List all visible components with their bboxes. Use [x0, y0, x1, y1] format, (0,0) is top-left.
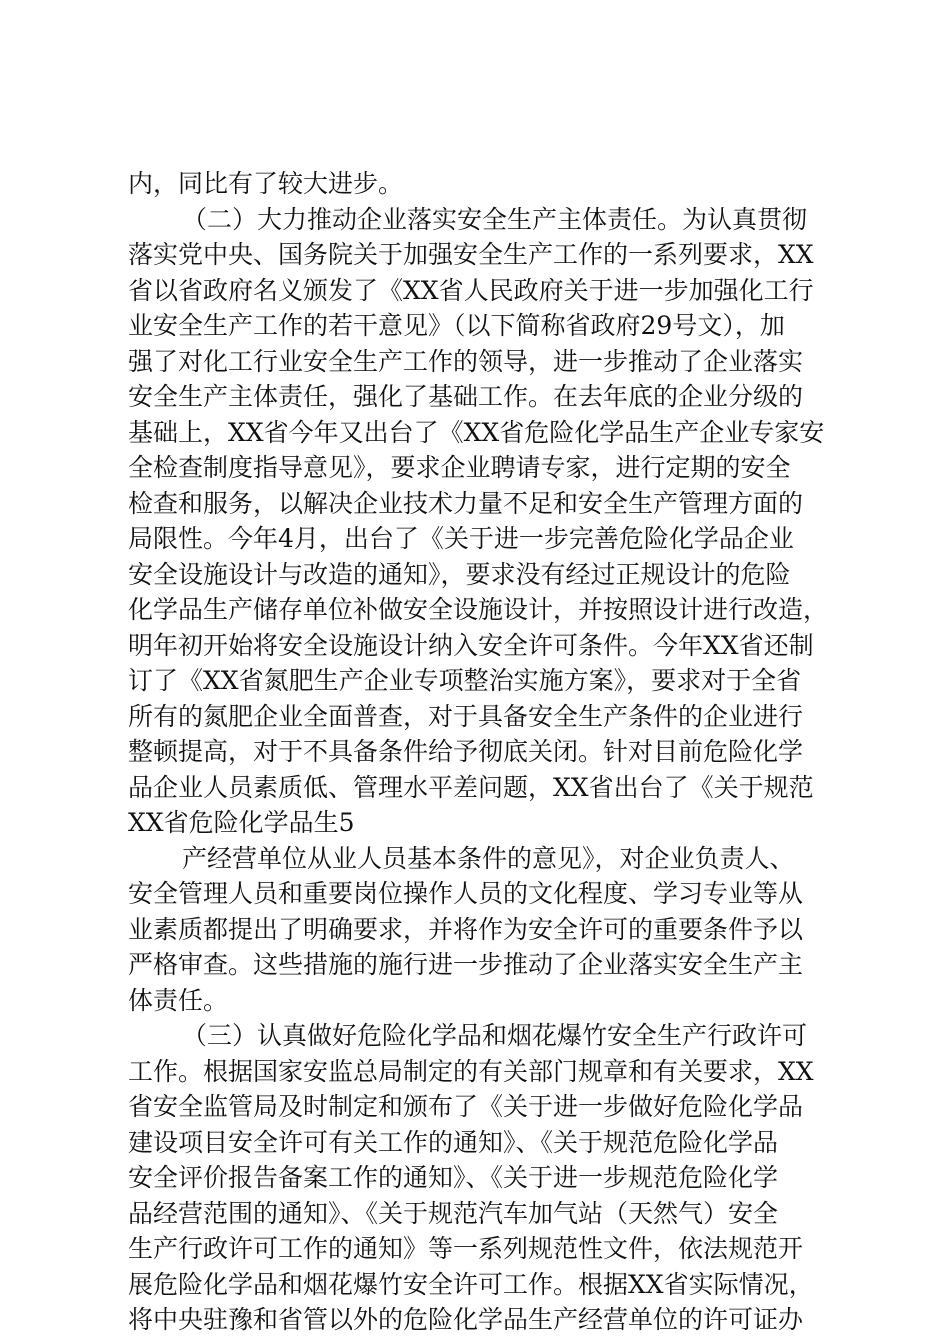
text-line: 检查和服务，以解决企业技术力量不足和安全生产管理方面的: [128, 488, 804, 518]
text-line: 强了对化工行业安全生产工作的领导，进一步推动了企业落实: [128, 346, 804, 376]
text-line: 品经营范围的通知》、《关于规范汽车加气站（天然气）安全: [128, 1198, 779, 1228]
text-line: 生产行政许可工作的通知》等一系列规范性文件，依法规范开: [128, 1234, 804, 1263]
text-line: 安全设施设计与改造的通知》，要求没有经过正规设计的危险: [128, 559, 791, 589]
text-line: 业素质都提出了明确要求，并将作为安全许可的重要条件予以: [128, 914, 804, 944]
text-line: 安全管理人员和重要岗位操作人员的文化程度、学习专业等从: [128, 879, 804, 908]
text-line: 内，同比有了较大进步。: [128, 169, 404, 198]
text-line: 整顿提高，对于不具备条件给予彻底关闭。针对目前危险化学: [128, 737, 804, 766]
text-line: 全检查制度指导意见》，要求企业聘请专家，进行定期的安全: [128, 453, 791, 482]
text-line: 安全生产主体责任，强化了基础工作。在去年底的企业分级的: [128, 382, 804, 411]
text-line: XX省危险化学品生5: [128, 808, 355, 837]
text-line: 严格审查。这些措施的施行进一步推动了企业落实安全生产主: [128, 950, 804, 979]
text-line: 省安全监管局及时制定和颁布了《关于进一步做好危险化学品: [128, 1092, 804, 1121]
text-line: （二）大力推动企业落实安全生产主体责任。为认真贯彻: [182, 204, 808, 234]
text-line: 落实党中央、国务院关于加强安全生产工作的一系列要求，XX: [128, 240, 814, 269]
body-text: [128, 166, 848, 1338]
text-line: 化学品生产储存单位补做安全设施设计，并按照设计进行改造，: [128, 595, 829, 624]
text-line: 产经营单位从业人员基本条件的意见》，对企业负责人、: [182, 843, 795, 873]
text-line: 将中央驻豫和省管以外的危险化学品生产经营单位的许可证办: [128, 1305, 804, 1334]
text-line: 局限性。今年4月，出台了《关于进一步完善危险化学品企业: [128, 524, 794, 553]
text-line: 订了《XX省氮肥生产企业专项整治实施方案》，要求对于全省: [128, 666, 802, 695]
text-line: 建设项目安全许可有关工作的通知》、《关于规范危险化学品: [128, 1127, 779, 1157]
text-line: 工作。根据国家安监总局制定的有关部门规章和有关要求，XX: [128, 1056, 814, 1086]
text-line: 展危险化学品和烟花爆竹安全许可工作。根据XX省实际情况，: [128, 1269, 814, 1299]
text-line: 省以省政府名义颁发了《XX省人民政府关于进一步加强化工行: [128, 275, 814, 305]
text-line: 所有的氮肥企业全面普查，对于具备安全生产条件的企业进行: [128, 701, 804, 731]
text-line: 安全评价报告备案工作的通知》、《关于进一步规范危险化学: [128, 1163, 779, 1192]
text-line: （三）认真做好危险化学品和烟花爆竹安全生产行政许可: [182, 1021, 808, 1050]
text-line: 明年初开始将安全设施设计纳入安全许可条件。今年XX省还制: [128, 630, 814, 660]
text-line: 体责任。: [128, 985, 229, 1015]
text-line: 基础上，XX省今年又出台了《XX省危险化学品生产企业专家安: [128, 417, 825, 447]
text-line: 品企业人员素质低、管理水平差问题，XX省出台了《关于规范: [128, 772, 814, 802]
text-line: 业安全生产工作的若干意见》（以下简称省政府29号文），加: [128, 311, 785, 340]
